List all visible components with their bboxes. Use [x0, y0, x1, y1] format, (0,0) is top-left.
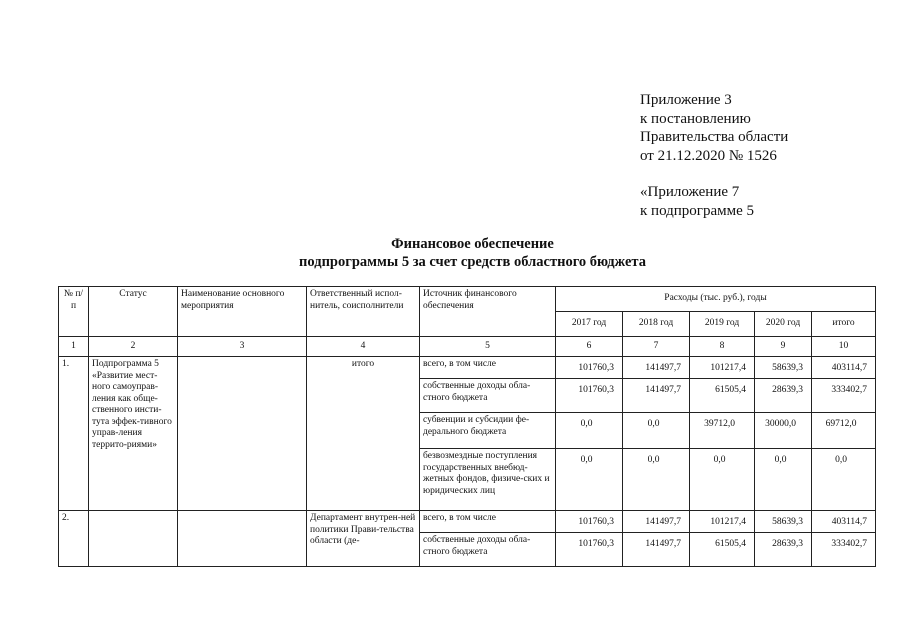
header-total: итого	[812, 312, 876, 337]
row-executor: итого	[307, 357, 420, 511]
column-number: 8	[690, 337, 755, 357]
header-event: Наименование основного мероприятия	[178, 287, 307, 337]
appendix-line: к постановлению	[640, 110, 751, 127]
title-line-1: Финансовое обеспечение	[391, 236, 554, 252]
header-2020: 2020 год	[755, 312, 812, 337]
column-number: 7	[623, 337, 690, 357]
value-2018: 0,0	[623, 449, 690, 511]
row-source: собственные доходы обла-стного бюджета	[420, 379, 556, 413]
value-2020: 28639,3	[755, 533, 812, 567]
header-source: Источник финансового обеспечения	[420, 287, 556, 337]
value-2018: 141497,7	[623, 533, 690, 567]
appendix-line: Приложение 3	[640, 92, 732, 108]
value-total: 403114,7	[812, 357, 876, 379]
appendix-line: к подпрограмме 5	[640, 202, 754, 219]
row-event	[178, 357, 307, 511]
column-number-row	[59, 337, 876, 357]
value-2019: 0,0	[690, 449, 755, 511]
table-row	[59, 357, 876, 379]
value-2019: 39712,0	[690, 413, 755, 449]
value-2017: 101760,3	[556, 511, 623, 533]
row-executor: Департамент внутрен-ней политики Прави-тельства области (де-	[307, 511, 420, 567]
column-number: 4	[307, 337, 420, 357]
value-total: 333402,7	[812, 379, 876, 413]
column-number: 1	[59, 337, 89, 357]
value-2019: 101217,4	[690, 511, 755, 533]
value-2020: 28639,3	[755, 379, 812, 413]
appendix-block	[640, 91, 788, 220]
row-source: безвозмездные поступления государственных внебюд-жетных фондов, физиче-ских и юридических лиц	[420, 449, 556, 511]
value-2019: 101217,4	[690, 357, 755, 379]
header-expenses: Расходы (тыс. руб.), годы	[556, 287, 876, 312]
value-2017: 101760,3	[556, 379, 623, 413]
header-status: Статус	[89, 287, 178, 337]
row-status: Подпрограмма 5 «Развитие мест-ного самоуправ-ления как обще-ственного инсти-тута эффек-тивного управ-ления террито-риями»	[89, 357, 178, 511]
column-number: 2	[89, 337, 178, 357]
value-2020: 58639,3	[755, 511, 812, 533]
value-2019: 61505,4	[690, 379, 755, 413]
value-total: 403114,7	[812, 511, 876, 533]
row-number: 2.	[59, 511, 89, 567]
value-2018: 141497,7	[623, 511, 690, 533]
row-status	[89, 511, 178, 567]
header-2017: 2017 год	[556, 312, 623, 337]
row-source: всего, в том числе	[420, 357, 556, 379]
value-2017: 101760,3	[556, 357, 623, 379]
value-total: 69712,0	[812, 413, 876, 449]
header-executor: Ответственный испол-нитель, соисполнители	[307, 287, 420, 337]
value-2017: 0,0	[556, 449, 623, 511]
value-2018: 141497,7	[623, 379, 690, 413]
value-2020: 58639,3	[755, 357, 812, 379]
row-source: всего, в том числе	[420, 511, 556, 533]
appendix-gap	[640, 165, 788, 183]
value-2019: 61505,4	[690, 533, 755, 567]
row-event	[178, 511, 307, 567]
column-number: 3	[178, 337, 307, 357]
value-2018: 141497,7	[623, 357, 690, 379]
title-line-2: подпрограммы 5 за счет средств областного бюджета	[299, 254, 646, 270]
value-total: 333402,7	[812, 533, 876, 567]
row-source: субвенции и субсидии фе-дерального бюджета	[420, 413, 556, 449]
appendix-line: Правительства области	[640, 129, 789, 145]
finance-table	[58, 286, 876, 567]
header-row	[59, 287, 876, 312]
row-source: собственные доходы обла-стного бюджета	[420, 533, 556, 567]
column-number: 5	[420, 337, 556, 357]
value-2020: 0,0	[755, 449, 812, 511]
appendix-line: «Приложение 7	[640, 184, 740, 200]
column-number: 10	[812, 337, 876, 357]
table-row	[59, 511, 876, 533]
document-title	[200, 235, 745, 271]
appendix-line: от 21.12.2020 № 1526	[640, 147, 777, 164]
value-2020: 30000,0	[755, 413, 812, 449]
value-2018: 0,0	[623, 413, 690, 449]
header-num: № п/п	[59, 287, 89, 337]
header-2018: 2018 год	[623, 312, 690, 337]
row-number: 1.	[59, 357, 89, 511]
value-total: 0,0	[812, 449, 876, 511]
column-number: 9	[755, 337, 812, 357]
value-2017: 0,0	[556, 413, 623, 449]
column-number: 6	[556, 337, 623, 357]
value-2017: 101760,3	[556, 533, 623, 567]
header-2019: 2019 год	[690, 312, 755, 337]
